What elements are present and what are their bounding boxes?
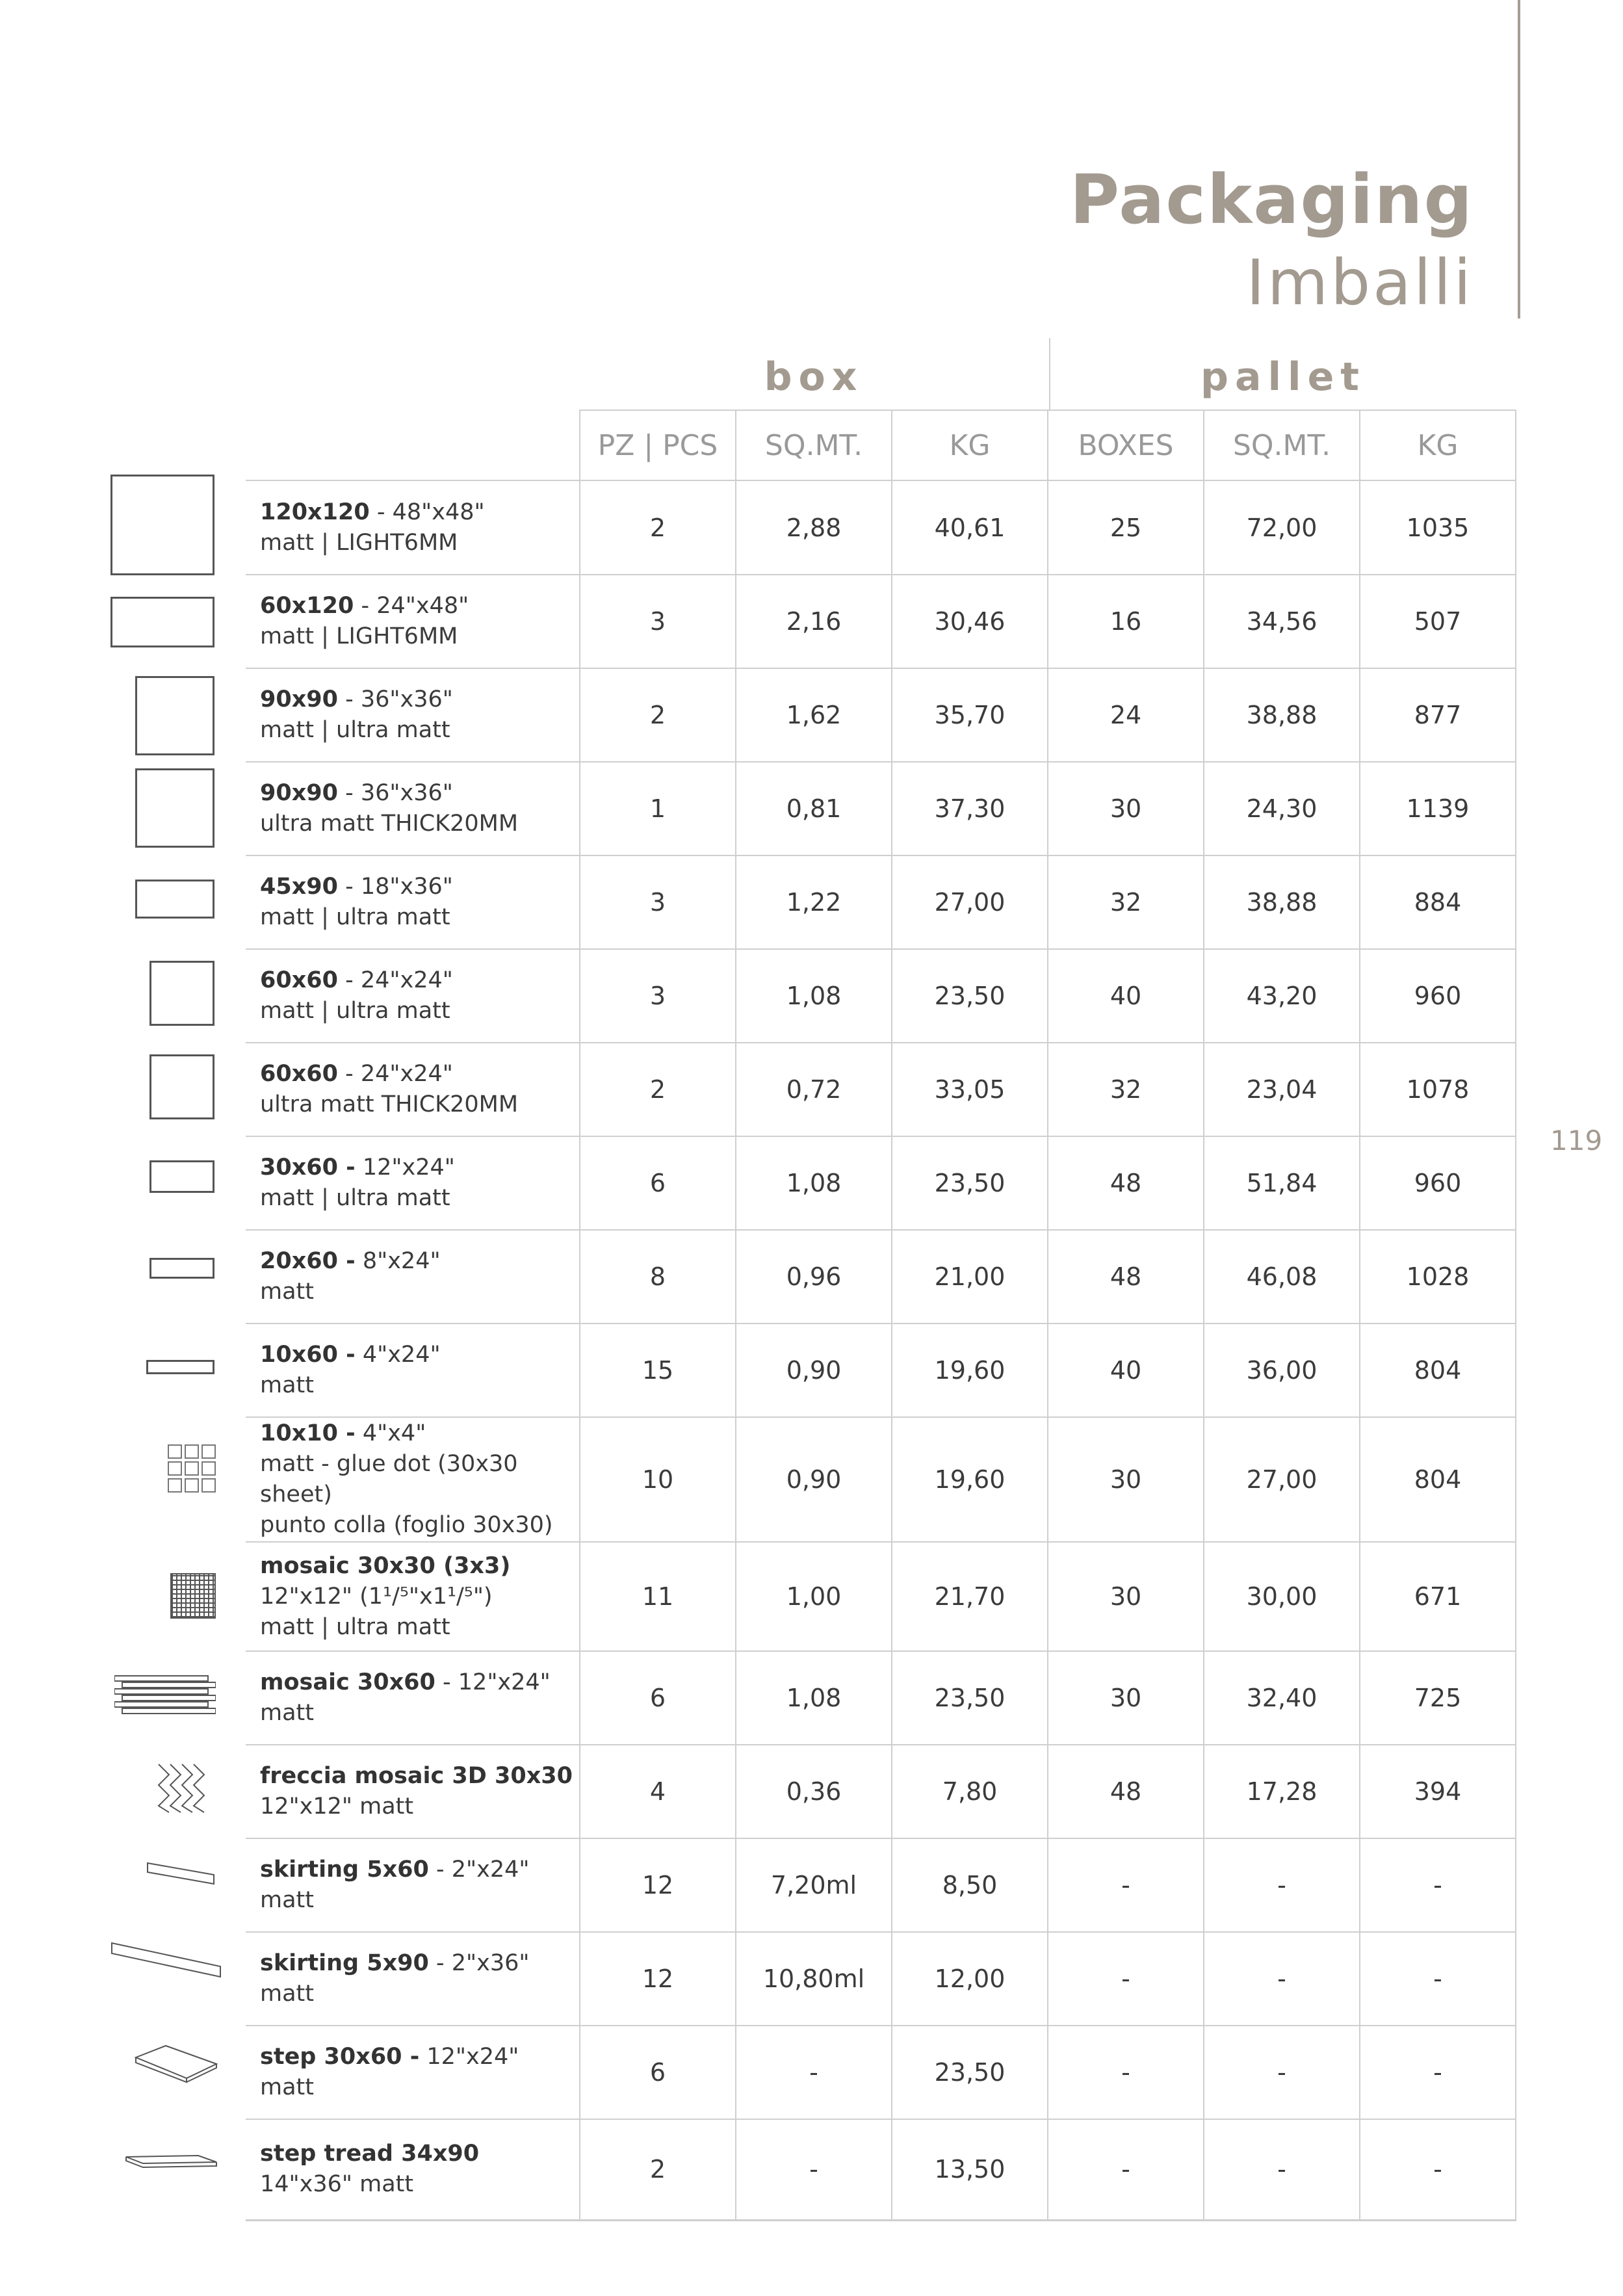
table-cell: 36,00 bbox=[1204, 1324, 1360, 1417]
table-cell: 6 bbox=[580, 2026, 736, 2119]
product-finish: matt bbox=[260, 1887, 314, 1913]
table-cell: 25 bbox=[1048, 480, 1204, 575]
table-cell: - bbox=[1048, 2119, 1204, 2220]
table-cell: 0,81 bbox=[736, 762, 892, 855]
table-cell: 16 bbox=[1048, 575, 1204, 668]
table-cell: 30 bbox=[1048, 1651, 1204, 1745]
product-description bbox=[246, 1932, 580, 2026]
table-cell: 6 bbox=[580, 1651, 736, 1745]
product-finish: ultra matt THICK20MM bbox=[260, 811, 519, 837]
product-size: 60x60 bbox=[260, 1061, 338, 1087]
table-cell: 1,08 bbox=[736, 1651, 892, 1745]
product-finish: matt | ultra matt bbox=[260, 1185, 450, 1211]
product-description bbox=[246, 2119, 580, 2220]
product-finish: matt | ultra matt bbox=[260, 1613, 450, 1640]
table-cell: - bbox=[1360, 2119, 1516, 2220]
step-tread-icon bbox=[123, 2152, 218, 2174]
title-block bbox=[1069, 160, 1474, 319]
table-row bbox=[246, 1324, 1516, 1417]
product-size: mosaic 30x30 (3x3) bbox=[260, 1552, 511, 1579]
table-row bbox=[246, 575, 1516, 668]
product-size: skirting 5x60 bbox=[260, 1857, 429, 1883]
table-cell: 1,08 bbox=[736, 949, 892, 1043]
table-cell: 35,70 bbox=[892, 668, 1048, 762]
table-cell: 804 bbox=[1360, 1417, 1516, 1542]
table-cell: 43,20 bbox=[1204, 949, 1360, 1043]
table-cell: - bbox=[1048, 1838, 1204, 1932]
product-separator: - bbox=[369, 499, 393, 525]
product-finish: matt bbox=[260, 1700, 314, 1726]
table-cell: - bbox=[1048, 2026, 1204, 2119]
col-header: SQ.MT. bbox=[1204, 410, 1360, 480]
product-size: 20x60 - bbox=[260, 1248, 356, 1274]
rect-tile-icon bbox=[135, 880, 214, 919]
table-cell: 10,80ml bbox=[736, 1932, 892, 2026]
product-description bbox=[246, 1745, 580, 1838]
product-size: step tread 34x90 bbox=[260, 2141, 480, 2167]
table-row bbox=[246, 1838, 1516, 1932]
table-cell: 725 bbox=[1360, 1651, 1516, 1745]
product-size: 60x60 bbox=[260, 967, 338, 993]
product-separator: - bbox=[428, 1857, 452, 1883]
product-imperial-size: 24"x48" bbox=[376, 593, 469, 619]
table-cell: 3 bbox=[580, 949, 736, 1043]
table-cell: - bbox=[736, 2119, 892, 2220]
table-cell: 7,20ml bbox=[736, 1838, 892, 1932]
table-cell: 37,30 bbox=[892, 762, 1048, 855]
table-row bbox=[246, 949, 1516, 1043]
product-size: step 30x60 - bbox=[260, 2044, 420, 2070]
table-row bbox=[246, 1230, 1516, 1324]
table-cell: 4 bbox=[580, 1745, 736, 1838]
table-cell: 23,50 bbox=[892, 1136, 1048, 1230]
table-cell: 30,00 bbox=[1204, 1542, 1360, 1651]
product-imperial-size: 12"x24" bbox=[362, 1155, 455, 1181]
table-cell: 40,61 bbox=[892, 480, 1048, 575]
skirting-long-icon bbox=[110, 1940, 224, 1979]
table-cell: 1,62 bbox=[736, 668, 892, 762]
table-cell: 1,08 bbox=[736, 1136, 892, 1230]
product-finish: matt bbox=[260, 1372, 314, 1398]
rect-tile-icon bbox=[110, 597, 214, 647]
table-cell: 1,00 bbox=[736, 1542, 892, 1651]
product-separator: - bbox=[338, 780, 361, 806]
product-size: mosaic 30x60 bbox=[260, 1669, 435, 1695]
page-subtitle: Imballi bbox=[1246, 246, 1474, 319]
product-finish: ultra matt THICK20MM bbox=[260, 1091, 519, 1117]
table-cell: - bbox=[1204, 2026, 1360, 2119]
table-cell: 48 bbox=[1048, 1136, 1204, 1230]
product-description bbox=[246, 1230, 580, 1324]
table-cell: - bbox=[1360, 2026, 1516, 2119]
table-cell: 0,96 bbox=[736, 1230, 892, 1324]
group-label-box: box bbox=[764, 354, 864, 400]
table-cell: 2 bbox=[580, 2119, 736, 2220]
table-cell: - bbox=[736, 2026, 892, 2119]
page-number: 119 bbox=[1550, 1125, 1603, 1156]
product-finish: matt bbox=[260, 2074, 314, 2100]
product-separator bbox=[356, 1248, 363, 1274]
table-cell: 12 bbox=[580, 1838, 736, 1932]
table-cell: 1,22 bbox=[736, 855, 892, 949]
table-cell: - bbox=[1360, 1838, 1516, 1932]
product-finish: punto colla (foglio 30x30) bbox=[260, 1512, 553, 1538]
table-cell: 13,50 bbox=[892, 2119, 1048, 2220]
table-cell: 15 bbox=[580, 1324, 736, 1417]
square-tile-icon bbox=[149, 961, 214, 1026]
table-cell: 12 bbox=[580, 1932, 736, 2026]
product-imperial-size: 24"x24" bbox=[360, 1061, 453, 1087]
table-row bbox=[246, 1651, 1516, 1745]
table-cell: 0,90 bbox=[736, 1417, 892, 1542]
product-size: 45x90 bbox=[260, 874, 338, 900]
square-tile-icon bbox=[149, 1054, 214, 1119]
product-description bbox=[246, 1417, 580, 1542]
step-icon bbox=[133, 2044, 218, 2083]
col-header: KG bbox=[1360, 410, 1516, 480]
table-cell: 19,60 bbox=[892, 1417, 1048, 1542]
product-size: 60x120 bbox=[260, 593, 354, 619]
table-cell: 48 bbox=[1048, 1230, 1204, 1324]
table-cell: 3 bbox=[580, 575, 736, 668]
table-cell: 8,50 bbox=[892, 1838, 1048, 1932]
page-title: Packaging bbox=[1069, 160, 1474, 239]
table-cell: 0,90 bbox=[736, 1324, 892, 1417]
product-description bbox=[246, 2026, 580, 2119]
product-description bbox=[246, 480, 580, 575]
product-description bbox=[246, 1542, 580, 1651]
table-cell: 2,16 bbox=[736, 575, 892, 668]
product-imperial-size: 48"x48" bbox=[392, 499, 485, 525]
table-cell: 19,60 bbox=[892, 1324, 1048, 1417]
table-cell: 23,50 bbox=[892, 2026, 1048, 2119]
table-row bbox=[246, 1745, 1516, 1838]
table-cell: 877 bbox=[1360, 668, 1516, 762]
product-imperial-size: 12"x24" bbox=[458, 1669, 551, 1695]
product-description bbox=[246, 575, 580, 668]
table-cell: 30,46 bbox=[892, 575, 1048, 668]
product-description bbox=[246, 949, 580, 1043]
table-cell: 27,00 bbox=[892, 855, 1048, 949]
product-separator: - bbox=[435, 1669, 458, 1695]
table-cell: 30 bbox=[1048, 1417, 1204, 1542]
skirting-icon bbox=[146, 1860, 216, 1886]
product-imperial-size: 18"x36" bbox=[360, 874, 453, 900]
table-cell: 3 bbox=[580, 855, 736, 949]
product-finish: matt | ultra matt bbox=[260, 998, 450, 1024]
table-row bbox=[246, 762, 1516, 855]
square-tile-icon bbox=[135, 768, 214, 848]
table-cell: 1139 bbox=[1360, 762, 1516, 855]
table-row bbox=[246, 2119, 1516, 2220]
table-cell: 34,56 bbox=[1204, 575, 1360, 668]
table-row bbox=[246, 2026, 1516, 2119]
product-separator bbox=[356, 1155, 363, 1181]
table-cell: 960 bbox=[1360, 1136, 1516, 1230]
table-cell: 23,50 bbox=[892, 949, 1048, 1043]
product-size: 10x60 - bbox=[260, 1342, 356, 1368]
rect-tile-icon bbox=[149, 1258, 214, 1279]
table-cell: 2 bbox=[580, 668, 736, 762]
product-separator: - bbox=[338, 874, 361, 900]
rect-tile-icon bbox=[149, 1160, 214, 1193]
product-size: 30x60 - bbox=[260, 1155, 356, 1181]
product-imperial-size: 2"x24" bbox=[451, 1857, 530, 1883]
product-imperial-size: 36"x36" bbox=[360, 686, 453, 712]
table-cell: 7,80 bbox=[892, 1745, 1048, 1838]
product-description bbox=[246, 668, 580, 762]
product-size: 120x120 bbox=[260, 499, 370, 525]
group-divider bbox=[1049, 338, 1050, 411]
table-cell: 23,04 bbox=[1204, 1043, 1360, 1136]
table-cell: 32 bbox=[1048, 1043, 1204, 1136]
strip-tile-icon bbox=[146, 1360, 214, 1374]
vertical-rule bbox=[1518, 0, 1520, 319]
product-finish: matt - glue dot (30x30 sheet) bbox=[260, 1451, 518, 1507]
table-cell: 10 bbox=[580, 1417, 736, 1542]
col-header: BOXES bbox=[1048, 410, 1204, 480]
product-separator: - bbox=[354, 593, 377, 619]
product-imperial-size: 24"x24" bbox=[360, 967, 453, 993]
table-row bbox=[246, 855, 1516, 949]
product-size: 10x10 - bbox=[260, 1420, 356, 1446]
table-cell: 12,00 bbox=[892, 1932, 1048, 2026]
chevron-mosaic-icon bbox=[156, 1762, 208, 1814]
product-separator bbox=[419, 2044, 426, 2070]
product-finish: 12"x12" (1¹/⁵"x1¹/⁵") bbox=[260, 1583, 493, 1610]
table-cell: 2,88 bbox=[736, 480, 892, 575]
table-cell: 1078 bbox=[1360, 1043, 1516, 1136]
table-cell: 38,88 bbox=[1204, 855, 1360, 949]
table-cell: 38,88 bbox=[1204, 668, 1360, 762]
product-separator bbox=[356, 1342, 363, 1368]
product-separator bbox=[356, 1420, 363, 1446]
table-cell: 46,08 bbox=[1204, 1230, 1360, 1324]
table-cell: - bbox=[1204, 1838, 1360, 1932]
product-imperial-size: 12"x24" bbox=[426, 2044, 519, 2070]
table-row bbox=[246, 1417, 1516, 1542]
product-imperial-size: 4"x4" bbox=[362, 1420, 426, 1446]
product-description bbox=[246, 1043, 580, 1136]
table-cell: 6 bbox=[580, 1136, 736, 1230]
table-row bbox=[246, 1136, 1516, 1230]
product-description bbox=[246, 1324, 580, 1417]
table-cell: 0,72 bbox=[736, 1043, 892, 1136]
col-header: KG bbox=[892, 410, 1048, 480]
table-cell: 32 bbox=[1048, 855, 1204, 949]
product-description bbox=[246, 1136, 580, 1230]
table-row bbox=[246, 1932, 1516, 2026]
square-tile-icon bbox=[110, 475, 214, 575]
table-row bbox=[246, 480, 1516, 575]
product-imperial-size: 36"x36" bbox=[360, 780, 453, 806]
product-separator: - bbox=[338, 967, 361, 993]
product-size: 90x90 bbox=[260, 780, 338, 806]
table-cell: 24,30 bbox=[1204, 762, 1360, 855]
table-row bbox=[246, 1043, 1516, 1136]
table-cell: 40 bbox=[1048, 949, 1204, 1043]
table-cell: 394 bbox=[1360, 1745, 1516, 1838]
product-separator: - bbox=[428, 1950, 452, 1976]
product-finish: matt bbox=[260, 1279, 314, 1305]
product-description bbox=[246, 1651, 580, 1745]
table-cell: 21,00 bbox=[892, 1230, 1048, 1324]
table-cell: 32,40 bbox=[1204, 1651, 1360, 1745]
table-cell: 2 bbox=[580, 1043, 736, 1136]
table-cell: 1035 bbox=[1360, 480, 1516, 575]
col-header: PZ | PCS bbox=[580, 410, 736, 480]
table-cell: 30 bbox=[1048, 762, 1204, 855]
table-cell: - bbox=[1204, 1932, 1360, 2026]
product-finish: matt | ultra matt bbox=[260, 717, 450, 743]
product-finish: matt bbox=[260, 1981, 314, 2007]
table-cell: 507 bbox=[1360, 575, 1516, 668]
product-finish: 14"x36" matt bbox=[260, 2171, 414, 2198]
product-imperial-size: 4"x24" bbox=[362, 1342, 441, 1368]
table-cell: 8 bbox=[580, 1230, 736, 1324]
table-cell: 671 bbox=[1360, 1542, 1516, 1651]
table-cell: 23,50 bbox=[892, 1651, 1048, 1745]
col-header: SQ.MT. bbox=[736, 410, 892, 480]
group-label-pallet: pallet bbox=[1201, 354, 1366, 400]
table-cell: 11 bbox=[580, 1542, 736, 1651]
product-finish: matt | LIGHT6MM bbox=[260, 529, 458, 556]
table-cell: 884 bbox=[1360, 855, 1516, 949]
table-cell: 30 bbox=[1048, 1542, 1204, 1651]
product-size: skirting 5x90 bbox=[260, 1950, 429, 1976]
product-finish: matt | ultra matt bbox=[260, 904, 450, 930]
table-cell: 72,00 bbox=[1204, 480, 1360, 575]
table-cell: 51,84 bbox=[1204, 1136, 1360, 1230]
mosaic-strips-icon bbox=[114, 1674, 216, 1716]
table-cell: 960 bbox=[1360, 949, 1516, 1043]
mosaic-grid-icon bbox=[170, 1573, 216, 1619]
product-finish: 12"x12" matt bbox=[260, 1794, 414, 1820]
table-cell: 804 bbox=[1360, 1324, 1516, 1417]
table-cell: 33,05 bbox=[892, 1043, 1048, 1136]
table-cell: 1028 bbox=[1360, 1230, 1516, 1324]
table-cell: 2 bbox=[580, 480, 736, 575]
table-cell: 24 bbox=[1048, 668, 1204, 762]
table-cell: 40 bbox=[1048, 1324, 1204, 1417]
product-imperial-size: 8"x24" bbox=[362, 1248, 441, 1274]
product-description bbox=[246, 1838, 580, 1932]
packaging-table bbox=[246, 410, 1516, 2221]
product-finish: matt | LIGHT6MM bbox=[260, 623, 458, 649]
table-cell: 17,28 bbox=[1204, 1745, 1360, 1838]
table-cell: 1 bbox=[580, 762, 736, 855]
product-size: 90x90 bbox=[260, 686, 338, 712]
table-cell: 0,36 bbox=[736, 1745, 892, 1838]
product-description bbox=[246, 855, 580, 949]
product-size: freccia mosaic 3D 30x30 bbox=[260, 1763, 573, 1789]
table-row bbox=[246, 668, 1516, 762]
table-cell: - bbox=[1204, 2119, 1360, 2220]
product-imperial-size: 2"x36" bbox=[451, 1950, 530, 1976]
header-blank bbox=[246, 410, 580, 480]
table-cell: 27,00 bbox=[1204, 1417, 1360, 1542]
table-cell: - bbox=[1360, 1932, 1516, 2026]
table-header-row bbox=[246, 410, 1516, 480]
square-tile-icon bbox=[135, 676, 214, 755]
product-separator: - bbox=[338, 686, 361, 712]
table-cell: 48 bbox=[1048, 1745, 1204, 1838]
product-separator: - bbox=[338, 1061, 361, 1087]
table-cell: - bbox=[1048, 1932, 1204, 2026]
product-description bbox=[246, 762, 580, 855]
table-cell: 21,70 bbox=[892, 1542, 1048, 1651]
table-row bbox=[246, 1542, 1516, 1651]
grid-tile-icon bbox=[168, 1444, 216, 1493]
